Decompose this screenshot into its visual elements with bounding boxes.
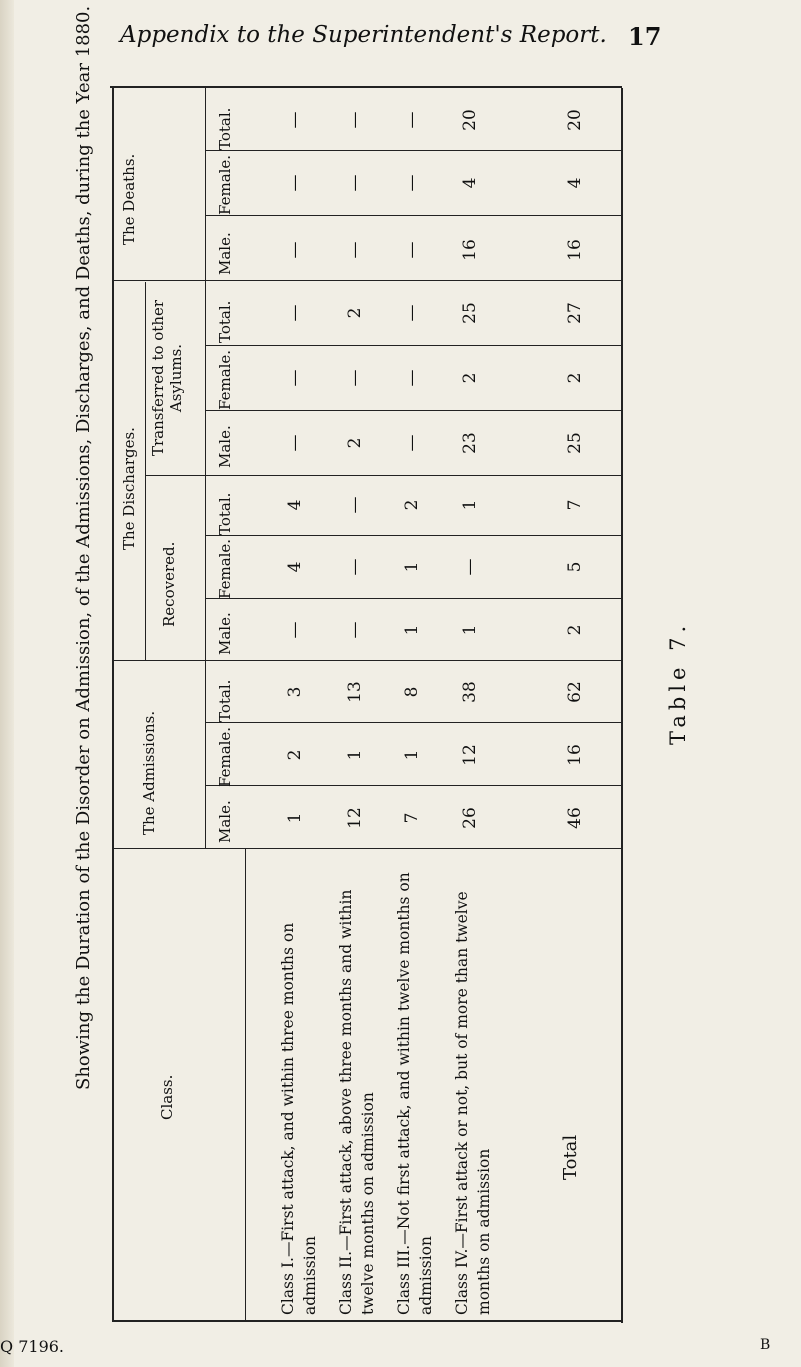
divider-discharges-admissions: [112, 660, 622, 661]
table-subtitle: Showing the Duration of the Disorder on Admission, of the Admissions, Discharges, and Deaths, during the Year 1880.: [73, 5, 94, 1090]
cell: 12: [460, 744, 480, 766]
cell: 25: [460, 302, 480, 324]
rule-left: [112, 86, 114, 1321]
group-admissions: The Admissions.: [140, 710, 158, 835]
cell: —: [345, 241, 365, 259]
cell: —: [402, 369, 422, 387]
col-deaths-total: Total.: [216, 107, 234, 150]
sep-header-numbers: [205, 88, 206, 848]
col-transferred-total: Total.: [216, 300, 234, 343]
cell: 4: [285, 561, 305, 573]
col-recovered-total: Total.: [216, 492, 234, 535]
sep-d1: [205, 150, 622, 151]
cell: 1: [460, 624, 480, 636]
cell: —: [285, 241, 305, 259]
cell: 20: [460, 109, 480, 131]
cell: 23: [460, 432, 480, 454]
sep-a1: [205, 722, 622, 723]
col-recovered-male: Male.: [216, 612, 234, 655]
cell: 2: [345, 437, 365, 449]
cell: 1: [460, 499, 480, 511]
cell: 3: [285, 686, 305, 698]
cell: —: [402, 241, 422, 259]
col-deaths-female: Female.: [216, 154, 234, 215]
cell: 2: [285, 749, 305, 761]
cell: —: [345, 369, 365, 387]
cell: —: [402, 111, 422, 129]
subgroup-recovered: Recovered.: [160, 541, 178, 627]
rule-right: [621, 88, 623, 1323]
cell: —: [345, 558, 365, 576]
cell: —: [285, 174, 305, 192]
cell: 25: [565, 432, 585, 454]
cell: —: [285, 369, 305, 387]
cell: —: [285, 621, 305, 639]
cell: —: [402, 434, 422, 452]
sep-a2: [205, 785, 622, 786]
cell: 1: [402, 749, 422, 761]
table-title: Table 7.: [666, 620, 690, 745]
sep-discharges-subgroup: [145, 282, 146, 660]
cell: —: [345, 174, 365, 192]
sep-class-header: [245, 848, 246, 1320]
cell: —: [285, 304, 305, 322]
cell: 1: [402, 624, 422, 636]
sep-r2: [205, 598, 622, 599]
cell: —: [460, 558, 480, 576]
sep-t1: [205, 345, 622, 346]
group-discharges: The Discharges.: [120, 427, 138, 550]
cell: 62: [565, 681, 585, 703]
sep-r1: [205, 535, 622, 536]
cell: 16: [565, 239, 585, 261]
divider-deaths-discharges: [112, 280, 622, 281]
cell: 16: [565, 744, 585, 766]
class-header: Class.: [158, 1074, 176, 1120]
cell: —: [345, 496, 365, 514]
cell: 7: [402, 812, 422, 824]
col-transferred-female: Female.: [216, 349, 234, 410]
cell: 4: [460, 177, 480, 189]
cell: —: [345, 111, 365, 129]
cell: 38: [460, 681, 480, 703]
cell: 2: [460, 372, 480, 384]
class-row-total: Total: [560, 1134, 581, 1180]
group-deaths: The Deaths.: [120, 153, 138, 245]
cell: 4: [285, 499, 305, 511]
class-row-2: Class II.—First attack, above three months and within twelve months on admission: [337, 889, 377, 1315]
print-code: Q 7196.: [0, 1337, 65, 1356]
class-row-1: Class I.—First attack, and within three months on admission: [279, 922, 319, 1315]
class-row-3: Class III.—Not first attack, and within twelve months on admission: [395, 872, 435, 1315]
cell: 12: [345, 807, 365, 829]
running-header: Appendix to the Superintendent's Report.: [120, 22, 607, 48]
divider-admissions-class: [112, 848, 622, 849]
cell: 5: [565, 561, 585, 573]
cell: 13: [345, 681, 365, 703]
signature-letter: B: [760, 1337, 771, 1353]
cell: 26: [460, 807, 480, 829]
col-admissions-total: Total.: [216, 679, 234, 722]
cell: 16: [460, 239, 480, 261]
cell: —: [402, 304, 422, 322]
rule-bottom: [112, 1320, 622, 1322]
col-admissions-female: Female.: [216, 726, 234, 787]
cell: 4: [565, 177, 585, 189]
class-row-4: Class IV.—First attack or not, but of more than twelve months on admission: [453, 891, 493, 1315]
cell: 46: [565, 807, 585, 829]
page-number: 17: [628, 22, 662, 51]
cell: —: [285, 434, 305, 452]
col-transferred-male: Male.: [216, 425, 234, 468]
cell: 2: [565, 624, 585, 636]
cell: 8: [402, 686, 422, 698]
cell: 20: [565, 109, 585, 131]
rule-top: [110, 86, 622, 88]
cell: 1: [402, 561, 422, 573]
cell: 2: [565, 372, 585, 384]
cell: 2: [345, 307, 365, 319]
subgroup-transferred: Transferred to other Asylums.: [149, 299, 185, 457]
cell: —: [402, 174, 422, 192]
cell: —: [285, 111, 305, 129]
sep-d2: [205, 215, 622, 216]
cell: 1: [285, 812, 305, 824]
cell: 1: [345, 749, 365, 761]
cell: 7: [565, 499, 585, 511]
cell: 27: [565, 302, 585, 324]
cell: 2: [402, 499, 422, 511]
col-recovered-female: Female.: [216, 538, 234, 599]
sep-t2: [205, 410, 622, 411]
page-edge: [0, 0, 14, 1367]
col-admissions-male: Male.: [216, 800, 234, 843]
cell: —: [345, 621, 365, 639]
col-deaths-male: Male.: [216, 232, 234, 275]
